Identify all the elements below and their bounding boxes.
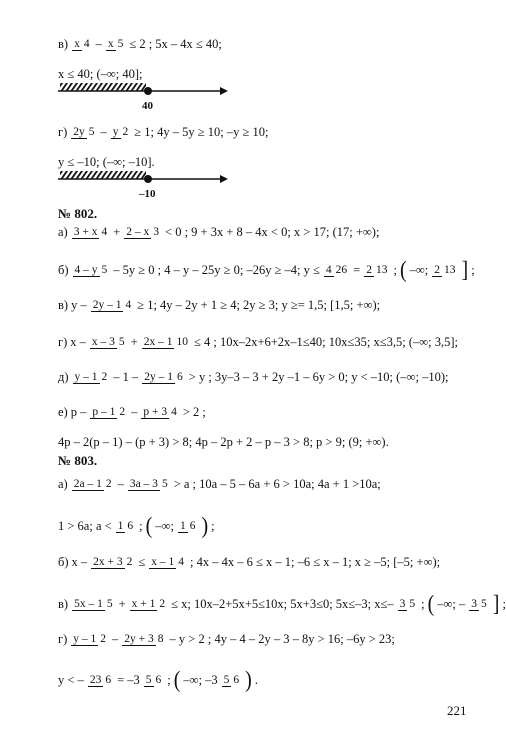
ex802-d: д) y – 1 2 – 1 – 2y – 1 6 > y ; 3y–3 – 3 + 2y –1 – 6y > 0; y < –10; (–∞; –10); — [58, 370, 449, 384]
ex802-e-line2: 4p – 2(p – 1) – (p + 3) > 8; 4p – 2p + 2 – p – 3 > 8; p > 9; (9; +∞). — [58, 435, 389, 449]
ex802-b: б) 4 – y 5 – 5y ≥ 0 ; 4 – y – 25y ≥ 0; –26y ≥ –4; y ≤ 4 26 = 2 13 ; ( –∞; 2 13 ] ; — [58, 257, 475, 283]
ex802-v: в) y – 2y – 1 4 ≥ 1; 4y – 2y + 1 ≥ 4; 2y ≥ 3; y ≥= 1,5; [1,5; +∞); — [58, 298, 381, 312]
solution-g-line1: г) 2y 5 – y 2 ≥ 1; 4y – 5y ≥ 10; –y ≥ 10; — [58, 125, 269, 139]
fraction: x 4 — [74, 38, 90, 51]
page-number: 221 — [447, 703, 467, 718]
number-line-minus10 — [58, 168, 228, 190]
tick-40: 40 — [142, 100, 153, 112]
ex803-a-line2: 1 > 6a; a < 1 6 ; ( –∞; 1 6 ) ; — [58, 513, 215, 539]
solution-g-line2: y ≤ –10; (–∞; –10]. — [58, 155, 155, 169]
ex803-g-line2: y < – 23 6 = –3 5 6 ; ( –∞; –3 5 6 ) . — [58, 667, 258, 693]
ex803-b: б) x – 2x + 3 2 ≤ x – 1 4 ; 4x – 4x – 6 ≤ x – 1; –6 ≤ x – 1; x ≥ –5; [–5; +∞); — [58, 555, 441, 569]
ex803-a: а) 2a – 1 2 – 3a – 3 5 > a ; 10a – 5 – 6a + 6 > 10a; 4a + 1 >10a; — [58, 477, 381, 491]
ex803-g: г) y – 1 2 – 2y + 3 8 – y > 2 ; 4y – 4 – 2y – 3 – 8y > 16; –6y > 23; — [58, 632, 395, 646]
item-label: в) — [58, 37, 69, 51]
ex802-g: г) x – x – 3 5 + 2x – 1 10 ≤ 4 ; 10x–2x+6+2x–1≤40; 10x≤35; x≤3,5; (–∞; 3,5]; — [58, 335, 458, 349]
ex802-a: а) 3 + x 4 + 2 – x 3 < 0 ; 9 + 3x + 8 – 4x < 0; x > 17; (17; +∞); — [58, 225, 380, 239]
tick-minus10: –10 — [139, 188, 156, 200]
solution-v-line2: x ≤ 40; (–∞; 40]; — [58, 67, 143, 81]
exercise-802-title: № 802. — [58, 206, 98, 221]
exercise-803-title: № 803. — [58, 453, 98, 468]
fraction: x 5 — [107, 38, 124, 51]
solution-v-line1: в) x 4 – x 5 ≤ 2 ; 5x – 4x ≤ 40; — [58, 37, 222, 51]
ex803-v: в) 5x – 1 5 + x + 1 2 ≤ x; 10x–2+5x+5≤10x; 5x+3≤0; 5x≤–3; x≤– 3 5 ; ( –∞; – 3 5 ] ; — [58, 591, 506, 617]
ex802-e: е) p – p – 1 2 – p + 3 4 > 2 ; — [58, 405, 206, 419]
